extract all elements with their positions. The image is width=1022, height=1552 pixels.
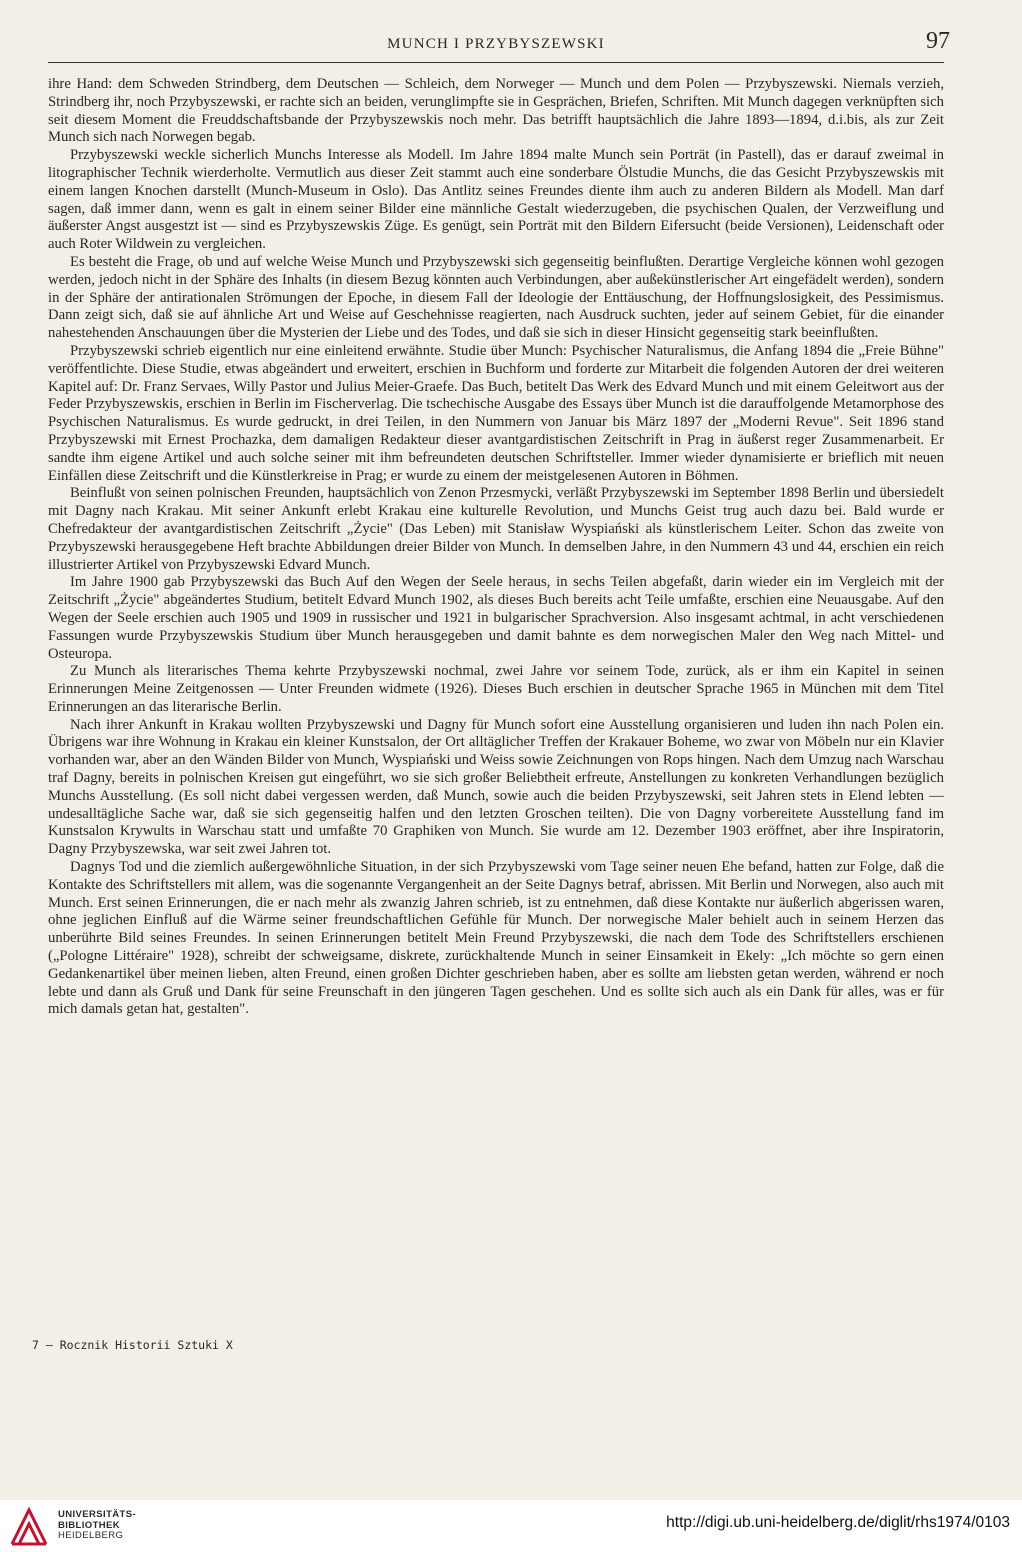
paragraph: Przybyszewski schrieb eigentlich nur eine einleitend erwähnte. Studie über Munch: Psychischer Naturalismus, die Anfang 1894 die „Freie Bühne" veröffentlichte. Diese Studie, etwas abgeändert und erweitert, erschien in Buchform und forderte zur Mitarbeit die folgenden Autoren der drei weiteren Kapitel auf: Dr. Franz Servaes, Willy Pastor und Julius Meier-Graefe. Das Buch, betitelt Das Werk des Edvard Munch und mit einem Geleitwort aus der Feder Przybyszewskis, erschien in Berlin im Fischerverlag. Die tschechische Ausgabe des Essays über Munch ist die darauffolgende Metamorphose des Psychischen Naturalismus. Es wurde gedruckt, in drei Teilen, in den Nummern von Januar bis März 1897 der „Moderni Revue". Seit 1896 stand Przybyszewski mit Ernest Prochazka, dem damaligen Redakteur dieser avantgardistischen Zeitschrift in Prag in äußerst reger Zusammenarbeit. Er sandte ihm eigene Artikel und auch solche seiner mit ihm befreundeten deutschen Schriftsteller. Immer wieder dynamisierte er brieflich mit neuen Einfällen diese Zeitschrift und die Künstlerkreise in Prag; er wurde zu einem der meistgelesenen Autoren in Böhmen. <box>48 342 944 484</box>
library-footer-bar <box>0 1500 1022 1552</box>
source-url-link[interactable]: http://digi.ub.uni-heidelberg.de/diglit/rhs1974/0103 <box>666 1514 1010 1531</box>
paragraph: Zu Munch als literarisches Thema kehrte Przybyszewski nochmal, zwei Jahre vor seinem Tode, zurück, als er ihm ein Kapitel in seinen Erinnerungen Meine Zeitgenossen — Unter Freunden widmete (1926). Dieses Buch erschien in deutscher Sprache 1965 in München mit dem Titel Erinnerungen an das literarische Berlin. <box>48 663 944 715</box>
running-header <box>48 28 950 63</box>
paragraph: ihre Hand: dem Schweden Strindberg, dem Deutschen — Schleich, dem Norweger — Munch und dem Polen — Przybyszewski. Niemals verzieh, Strindberg ihr, noch Przybyszewski, er rachte sich an beiden, verunglimpfte sie in Gesprächen, Briefen, Schriften. Mit Munch dagegen verknüpften sich seit diesem Moment die Freuddschaftsbande der Przybyszewskis noch mehr. Das betrifft hauptsächlich die Jahre 1893—1894, d.i.bis, als zur Zeit Munch sich nach Norwegen begab. <box>48 76 944 146</box>
article-body <box>48 76 944 1019</box>
library-name-line2: BIBLIOTHEK <box>58 1519 121 1531</box>
paragraph: Nach ihrer Ankunft in Krakau wollten Przybyszewski und Dagny für Munch sofort eine Ausstellung organisieren und luden ihn nach Polen ein. Übrigens war ihre Wohnung in Krakau ein kleiner Kunstsalon, der Ort alltäglicher Treffen der Krakauer Boheme, wo zwar von Möbeln nur ein Klavier vorhanden war, aber an den Wänden Bilder von Munch, Wyspiański und Weiss sowie Zeichnungen von Rops hingen. Nach dem Umzug nach Warschau traf Dagny, bereits in polnischen Kreisen gut eingeführt, wo sie sich großer Beliebtheit erfreute, Anstellungen zu konkreten Verhandlungen bezüglich Munchs Ausstellung. (Es soll nicht dabei vergessen werden, daß Munch, sowie auch die beiden Przybyszewski, seit Jahren stets in Elend lebten — undesalltägliche Sache war, daß sie sich gegenseitig halfen und den letzten Groschen teilten). Die von Dagny vorbereitete Ausstellung fand im Kunstsalon Krywults in Warschau statt und umfaßte 70 Graphiken von Munch. Sie wurde am 12. Dezember 1903 eröffnet, aber ihre Inspiratorin, Dagny Przybyszewska, war seit zwei Jahren tot. <box>48 716 944 858</box>
library-logo-icon <box>8 1504 50 1548</box>
library-name-line3: HEIDELBERG <box>58 1530 124 1541</box>
header-title: MUNCH I PRZYBYSZEWSKI <box>387 36 605 52</box>
library-name <box>58 1510 136 1542</box>
library-name-line1: UNIVERSITÄTS- <box>58 1509 137 1520</box>
paragraph: Przybyszewski weckle sicherlich Munchs Interesse als Modell. Im Jahre 1894 malte Munch sein Porträt (in Pastell), das er darauf zweimal in litographischer Technik wierderholte. Vermutlich aus dieser Zeit stammt auch eine sonderbare Ölstudie Munchs, die das Gesicht Przybyszewskis mit einem langen Knochen darstellt (Munch-Museum in Oslo). Das Antlitz seines Freundes diente ihm auch zu anderen Bildern als Modell. Man darf sagen, daß immer dann, wenn es galt in einem seiner Bilder eine männliche Gestalt wiederzugeben, die psychischen Qualen, der Verzweiflung und äußerster Angst ausgestzt ist — sind es Przybyszewskis Züge. Es genügt, sein Porträt mit den Bildern Eifersucht (beide Versionen), Leidenschaft oder auch Roter Wildwein zu vergleichen. <box>48 147 944 253</box>
paragraph: Dagnys Tod und die ziemlich außergewöhnliche Situation, in der sich Przybyszewski vom Tage seiner neuen Ehe befand, hatten zur Folge, daß die Kontakte des Schriftstellers mit allem, was die sogenannte Vergangenheit an der Seite Dagnys betraf, abrissen. Mit Berlin und Norwegen, also auch mit Munch. Erst seinen Erinnerungen, die er nach mehr als zwanzig Jahren schrieb, ist zu entnehmen, daß diese Kontakte nur äußerlich abgerissen waren, ohne jeglichen Einfluß auf die Wärme seiner freundschaftlichen Gefühle für Munch. Der norwegische Maler behielt auch in seinem Herzen das unberührte Bild seines Freundes. In seinen Erinnerungen betitelt Mein Freund Przybyszewski, die nach dem Tode des Schriftstellers erschienen („Pologne Littéraire" 1928), schreibt der schweigsame, diskrete, zurückhaltende Munch in seiner Einsamkeit in Ekely: „Ich möchte so gern einen Gedankenartikel über meinen lieben, alten Freund, einen großen Dichter geschrieben haben, aber es sollte am liebsten getan werden, während er noch lebte und dann als Gruß und Dank für seine Freunschaft in den jüngeren Tagen geschehen. Und es sollte sich auch als ein Dank für alles, was er für mich damals getan hat, gestalten". <box>48 859 944 1018</box>
paragraph: Es besteht die Frage, ob und auf welche Weise Munch und Przybyszewski sich gegenseitig beinflußten. Derartige Vergleiche können wohl gezogen werden, jedoch nicht in der Sphäre des Inhalts (in diesem Bezug könnten auch Verbindungen, aber außekünstlerischer Art eingefädelt werden), sondern in der Sphäre der antirationalen Strömungen der Epoche, in diesem Fall der Ideologie der Enttäuschung, der Hoffnungslosigkeit, des Pessimismus. Dann zeigt sich, daß sie auf ähnliche Art und Weise auf Geschehnisse reagierten, nach Ausdruck suchten, jeder auf seinem Gebiet, für die einander nahestehenden Anschauungen über die Mysterien der Liebe und des Todes, und daß sie sich in dieser Hinsicht gegenseitig stark beeinflußten. <box>48 253 944 342</box>
paragraph: Im Jahre 1900 gab Przybyszewski das Buch Auf den Wegen der Seele heraus, in sechs Teilen abgefaßt, darin wieder ein im Vergleich mit der Zeitschrift „Życie" abgeändertes Studium, betitelt Edvard Munch 1902, als dieses Buch bereits acht Teile umfaßte, erschien eine Neuausgabe. Auf den Wegen der Seele erschien auch 1905 und 1909 in russischer und 1921 in bulgarischer Sprachversion. Also insgesamt achtmal, in acht verschiedenen Fassungen wurde Przybyszewskis Studium über Munch herausgegeben und damit bahnte es dem norwegischen Maler den Weg nach Mittel- und Osteuropa. <box>48 574 944 662</box>
page-number: 97 <box>926 28 950 54</box>
paragraph: Beinflußt von seinen polnischen Freunden, hauptsächlich von Zenon Przesmycki, verläßt Przybyszewski im September 1898 Berlin und übersiedelt mit Dagny nach Krakau. Mit seiner Ankunft erlebt Krakau eine kulturelle Revolution, und Munchs Geist trug auch dazu bei. Bald wurde er Chefredakteur der avantgardistischen Zeitschrift „Życie" (Das Leben) mit Stanisław Wyspiański als künstlerischem Leiter. Schon das zweite von Przybyszewski herausgegebene Heft brachte Abbildungen dreier Bilder von Munch. In demselben Jahre, in den Nummern 43 und 44, erschien ein reich illustrierter Artikel von Przybyszewski Edvard Munch. <box>48 485 944 573</box>
footnote: 7 — Rocznik Historii Sztuki X <box>32 1338 233 1352</box>
